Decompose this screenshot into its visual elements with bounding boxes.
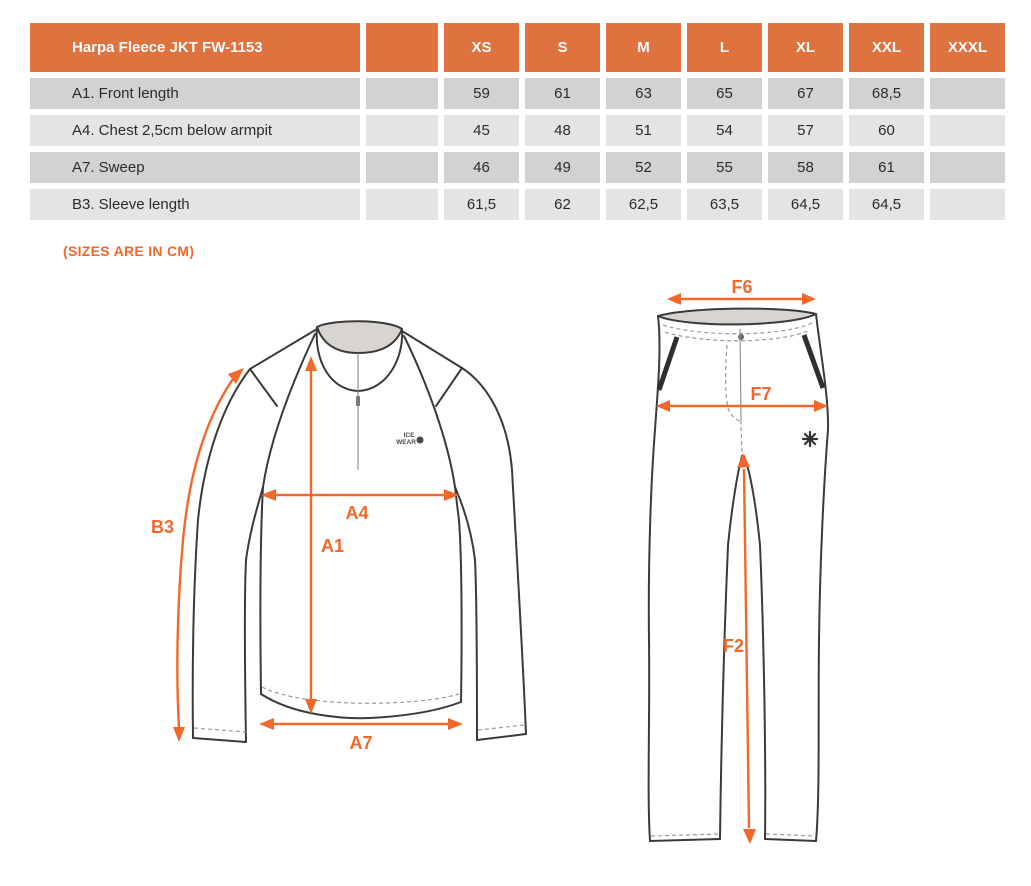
size-value-cell: 62 (525, 189, 600, 220)
zipper-pull (356, 396, 360, 406)
size-value-cell: 61 (849, 152, 924, 183)
measure-label-a4: A4. Chest 2,5cm below armpit (30, 115, 360, 146)
size-value-cell: 58 (768, 152, 843, 183)
a4-label: A4 (345, 503, 369, 523)
size-value-cell: 64,5 (768, 189, 843, 220)
spacer-cell (366, 189, 438, 220)
size-value-cell: 54 (687, 115, 762, 146)
size-value-cell: 55 (687, 152, 762, 183)
svg-text:ICE: ICE (403, 432, 415, 439)
fly-stitching (726, 345, 740, 421)
size-value-cell (930, 152, 1005, 183)
size-col-xxxl: XXXL (930, 23, 1005, 72)
size-value-cell: 68,5 (849, 78, 924, 109)
size-value-cell: 61 (525, 78, 600, 109)
pants-measure-arrows (656, 277, 828, 844)
size-col-s: S (525, 23, 600, 72)
b3-label: B3 (151, 517, 175, 537)
size-table (30, 23, 1005, 220)
size-value-cell: 46 (444, 152, 519, 183)
waist-button (738, 334, 744, 340)
size-value-cell: 62,5 (606, 189, 681, 220)
size-value-cell: 63 (606, 78, 681, 109)
snowflake-icon (803, 432, 817, 446)
jacket-diagram (140, 290, 560, 770)
size-value-cell: 67 (768, 78, 843, 109)
size-col-xs: XS (444, 23, 519, 72)
size-value-cell: 64,5 (849, 189, 924, 220)
spacer-header-cell (366, 23, 438, 72)
measure-label-a7: A7. Sweep (30, 152, 360, 183)
jacket-measure-arrows (151, 356, 463, 753)
size-col-m: M (606, 23, 681, 72)
size-value-cell (930, 115, 1005, 146)
f2-label: F2 (722, 636, 744, 656)
size-col-l: L (687, 23, 762, 72)
size-col-xxl: XXL (849, 23, 924, 72)
logo-snowflake-icon (417, 437, 424, 444)
f7-label: F7 (750, 384, 772, 404)
spacer-cell (366, 78, 438, 109)
jacket-outline (193, 321, 526, 742)
size-value-cell: 45 (444, 115, 519, 146)
size-value-cell: 59 (444, 78, 519, 109)
size-value-cell: 52 (606, 152, 681, 183)
waist-opening (658, 309, 816, 325)
f2-arrow (744, 469, 749, 828)
collar-opening (317, 321, 402, 353)
b3-arrow (177, 379, 233, 728)
svg-text:WEAR: WEAR (396, 439, 416, 446)
measure-label-a1: A1. Front length (30, 78, 360, 109)
pants-diagram (628, 278, 863, 873)
size-value-cell: 57 (768, 115, 843, 146)
left-pocket (659, 337, 677, 390)
spacer-cell (366, 115, 438, 146)
product-name-cell: Harpa Fleece JKT FW-1153 (30, 23, 360, 72)
a7-label: A7 (349, 733, 373, 753)
size-value-cell: 63,5 (687, 189, 762, 220)
size-value-cell: 65 (687, 78, 762, 109)
size-col-xl: XL (768, 23, 843, 72)
size-value-cell: 51 (606, 115, 681, 146)
size-value-cell (930, 78, 1005, 109)
spacer-cell (366, 152, 438, 183)
size-value-cell: 61,5 (444, 189, 519, 220)
measure-label-b3: B3. Sleeve length (30, 189, 360, 220)
icewear-logo (396, 432, 423, 446)
pants-outline (649, 309, 828, 841)
size-value-cell: 49 (525, 152, 600, 183)
size-value-cell: 60 (849, 115, 924, 146)
f6-label: F6 (731, 277, 753, 297)
size-value-cell: 48 (525, 115, 600, 146)
sizes-unit-note: (SIZES ARE IN CM) (63, 243, 195, 259)
a1-label: A1 (321, 536, 345, 556)
size-value-cell (930, 189, 1005, 220)
